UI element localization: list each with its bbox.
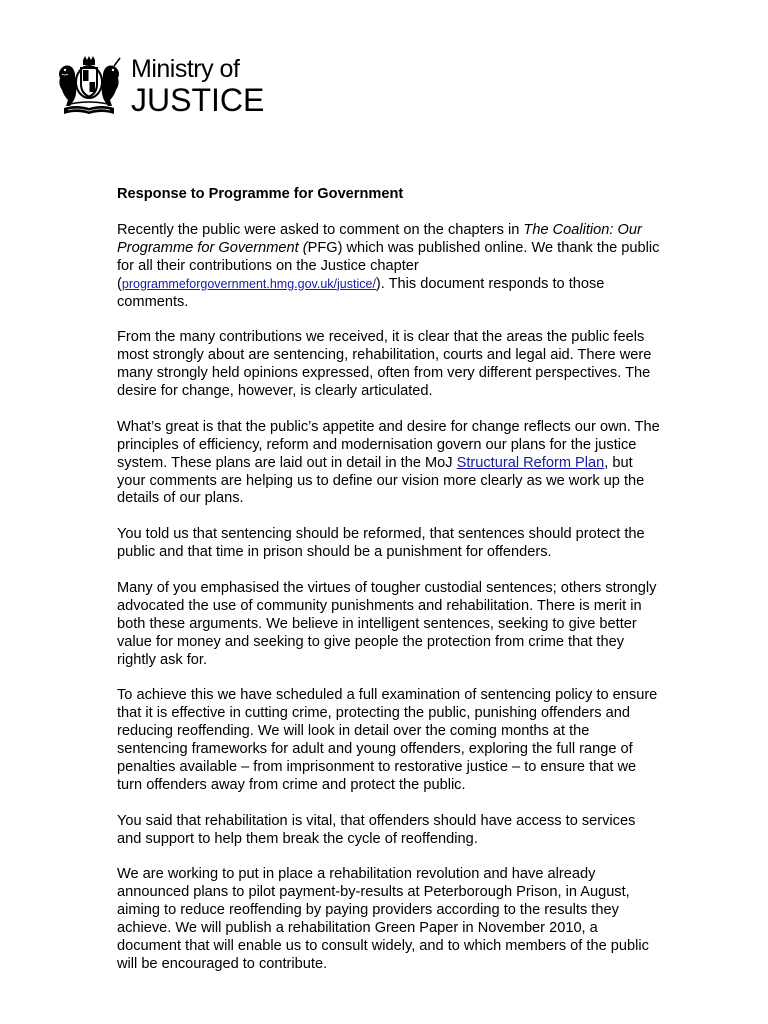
ministry-of-justice-logo bbox=[56, 55, 265, 120]
pfg-justice-link[interactable]: programmeforgovernment.hmg.gov.uk/justice/ bbox=[121, 276, 376, 291]
paragraph-2: From the many contributions we received, it is clear that the areas the public feels most strongly about are sentencing, rehabilitation, courts and legal aid. There were many strongly held opinions expressed, often from very different perspectives. The desire for change, however, is clearly articulated. bbox=[117, 329, 652, 400]
paragraph-4: You told us that sentencing should be reformed, that sentences should protect the public and that time in prison should be a punishment for offenders. bbox=[117, 526, 645, 561]
paragraph-3-text-b: , but your comments are helping us to define our vision more clearly as we work up the details of our plans. bbox=[117, 454, 645, 507]
logo-wordmark bbox=[131, 56, 264, 116]
paragraph-1-text-a: Recently the public were asked to comment on the chapters in bbox=[117, 221, 524, 238]
structural-reform-plan-link[interactable]: Structural Reform Plan bbox=[456, 454, 605, 471]
paragraph-1-text-b: PFG) which was published online. We thank the public for all their contributions on the Justice chapter ( bbox=[117, 239, 660, 292]
paragraph-6: To achieve this we have scheduled a full examination of sentencing policy to ensure that it is effective in cutting crime, protecting the public, punishing offenders and reducing reoffending. We will look in detail over the coming months at the sentencing frameworks for adult and young offenders, exploring the full range of penalties available – from imprisonment to restorative justice – to ensure that we turn offenders away from crime and protect the public. bbox=[117, 687, 658, 793]
paragraph-1-italic-title: The Coalition: Our Programme for Government ( bbox=[117, 221, 642, 256]
logo-line-ministry-of: Ministry of bbox=[131, 55, 240, 83]
paragraph-3 bbox=[117, 419, 662, 509]
paragraph-7: You said that rehabilitation is vital, that offenders should have access to services and support to help them break the cycle of reoffending. bbox=[117, 812, 636, 847]
paragraph-8: We are working to put in place a rehabilitation revolution and have already announced plans to pilot payment-by-results at Peterborough Prison, in August, aiming to reduce reoffending by paying providers according to the results they achieve. We will publish a rehabilitation Green Paper in November 2010, a document that will enable us to consult widely, and to which members of the public will be encouraged to contribute. bbox=[117, 866, 649, 972]
document-body bbox=[117, 186, 662, 992]
paragraph-1-text-c: ). This document responds to those comments. bbox=[117, 275, 605, 310]
document-title: Response to Programme for Government bbox=[117, 186, 404, 202]
royal-coat-of-arms-icon bbox=[56, 56, 122, 118]
logo-line-justice: JUSTICE bbox=[131, 82, 265, 118]
paragraph-3-text-a: What’s great is that the public’s appetite and desire for change reflects our own. The principles of efficiency, reform and modernisation govern our plans for the justice system. These plans are laid out in detail in the MoJ bbox=[117, 418, 660, 471]
paragraph-1 bbox=[117, 222, 662, 312]
paragraph-5: Many of you emphasised the virtues of tougher custodial sentences; others strongly advocated the use of community punishments and rehabilitation. There is merit in both these arguments. We believe in intelligent sentences, seeking to give better value for money and seeking to give people the protection from crime that they rightly ask for. bbox=[117, 579, 657, 668]
